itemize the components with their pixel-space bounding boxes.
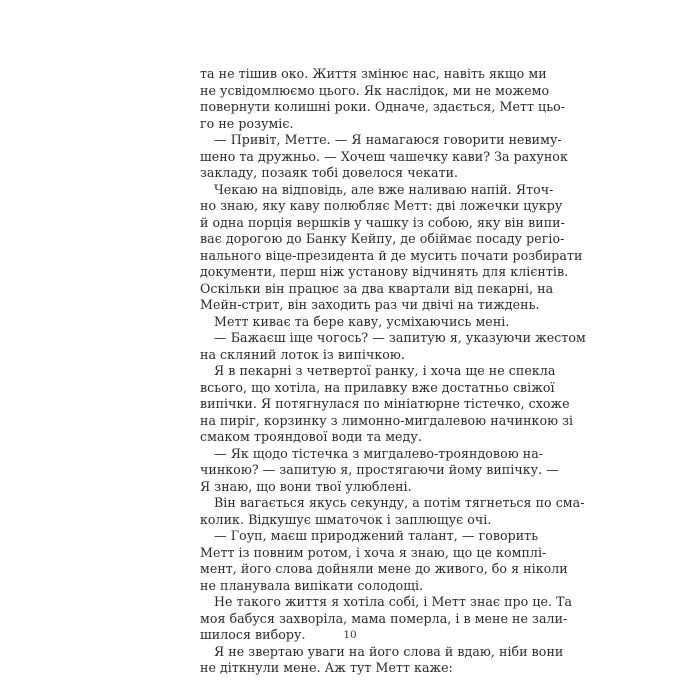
text-line: всього, що хотіла, на прилавку вже достатньо свіжої	[200, 379, 555, 395]
text-line: колик. Відкушує шматочок і заплющує очі.	[200, 511, 492, 527]
text-line: го не розуміє.	[200, 115, 294, 131]
text-line: моя бабуся захворіла, мама померла, і в мене не зали-	[200, 610, 568, 626]
text-line: смаком трояндової води та меду.	[200, 429, 422, 444]
text-line: ває дорогою до Банку Кейпу, де обіймає посаду регіо-	[200, 231, 565, 246]
text-line: на скляний лоток із випічкою.	[200, 346, 405, 362]
text-line: — Привіт, Метте. — Я намагаюся говорити невиму-	[214, 132, 562, 147]
text-line: мент, його слова дойняли мене до живого, бо я ніколи	[200, 561, 568, 576]
text-line: Метт із повним ротом, і хоча я знаю, що це комплі-	[200, 544, 547, 560]
text-line: не планувала випікати солодощі.	[200, 577, 424, 593]
text-line: повернути колишні роки. Одначе, здається, Метт цьо-	[200, 99, 566, 114]
text-line: Я не звертаю уваги на його слова й вдаю, ніби вони	[214, 643, 564, 659]
text-line: документи, перш ніж установу відчинять для клієнтів.	[200, 264, 569, 279]
text-line: шилося вибору.	[200, 627, 306, 642]
page-number: 10	[343, 629, 357, 641]
text-line: Мейн-стрит, він заходить раз чи двічі на тиждень.	[200, 297, 540, 312]
text-line: — Як щодо тістечка з мигдалево-трояндовою на-	[214, 445, 544, 461]
text-line: не усвідомлюємо цього. Як наслідок, ми не можемо	[200, 82, 550, 98]
text-line: не діткнули мене. Аж тут Метт каже:	[200, 660, 453, 675]
text-line: та не тішив око. Життя змінює нас, навіть якщо ми	[200, 66, 547, 81]
text-line: Я знаю, що вони твої улюблені.	[200, 478, 412, 494]
text-line: й одна порція вершків у чашку із собою, яку він випи-	[200, 214, 565, 230]
text-line: — Гоуп, маєш природжений талант, — говорить	[214, 528, 539, 543]
text-line: Метт киває та бере каву, усміхаючись мені.	[214, 313, 510, 329]
text-line: шено та дружньо. — Хочеш чашечку кави? За рахунок	[200, 148, 568, 164]
text-line: на пиріг, корзинку з лимонно-мигдалевою начинкою зі	[200, 412, 574, 428]
text-line: но знаю, яку каву полюбляє Метт: дві ложечки цукру	[200, 198, 563, 213]
text-line: нального віце-президента й де мусить почати розбирати	[200, 247, 583, 263]
body-text	[200, 66, 586, 677]
text-line: закладу, позаяк тобі довелося чекати.	[200, 165, 459, 180]
text-line: Оскільки він працює за два квартали від пекарні, на	[200, 280, 554, 296]
text-line: чинкою? — запитую я, простягаючи йому випічку. —	[200, 462, 559, 477]
text-line: Чекаю на відповідь, але вже наливаю напій. Яточ-	[214, 181, 554, 197]
text-line: Він вагається якусь секунду, а потім тягнеться по сма-	[214, 495, 585, 510]
text-line: Я в пекарні з четвертої ранку, і хоча ще не спекла	[214, 363, 556, 378]
text-line: випічки. Я потягнулася по мініатюрне тістечко, схоже	[200, 396, 570, 411]
text-line: — Бажаєш іще чогось? — запитую я, указуючи жестом	[214, 330, 586, 345]
text-line: Не такого життя я хотіла собі, і Метт знає про це. Та	[214, 594, 573, 609]
